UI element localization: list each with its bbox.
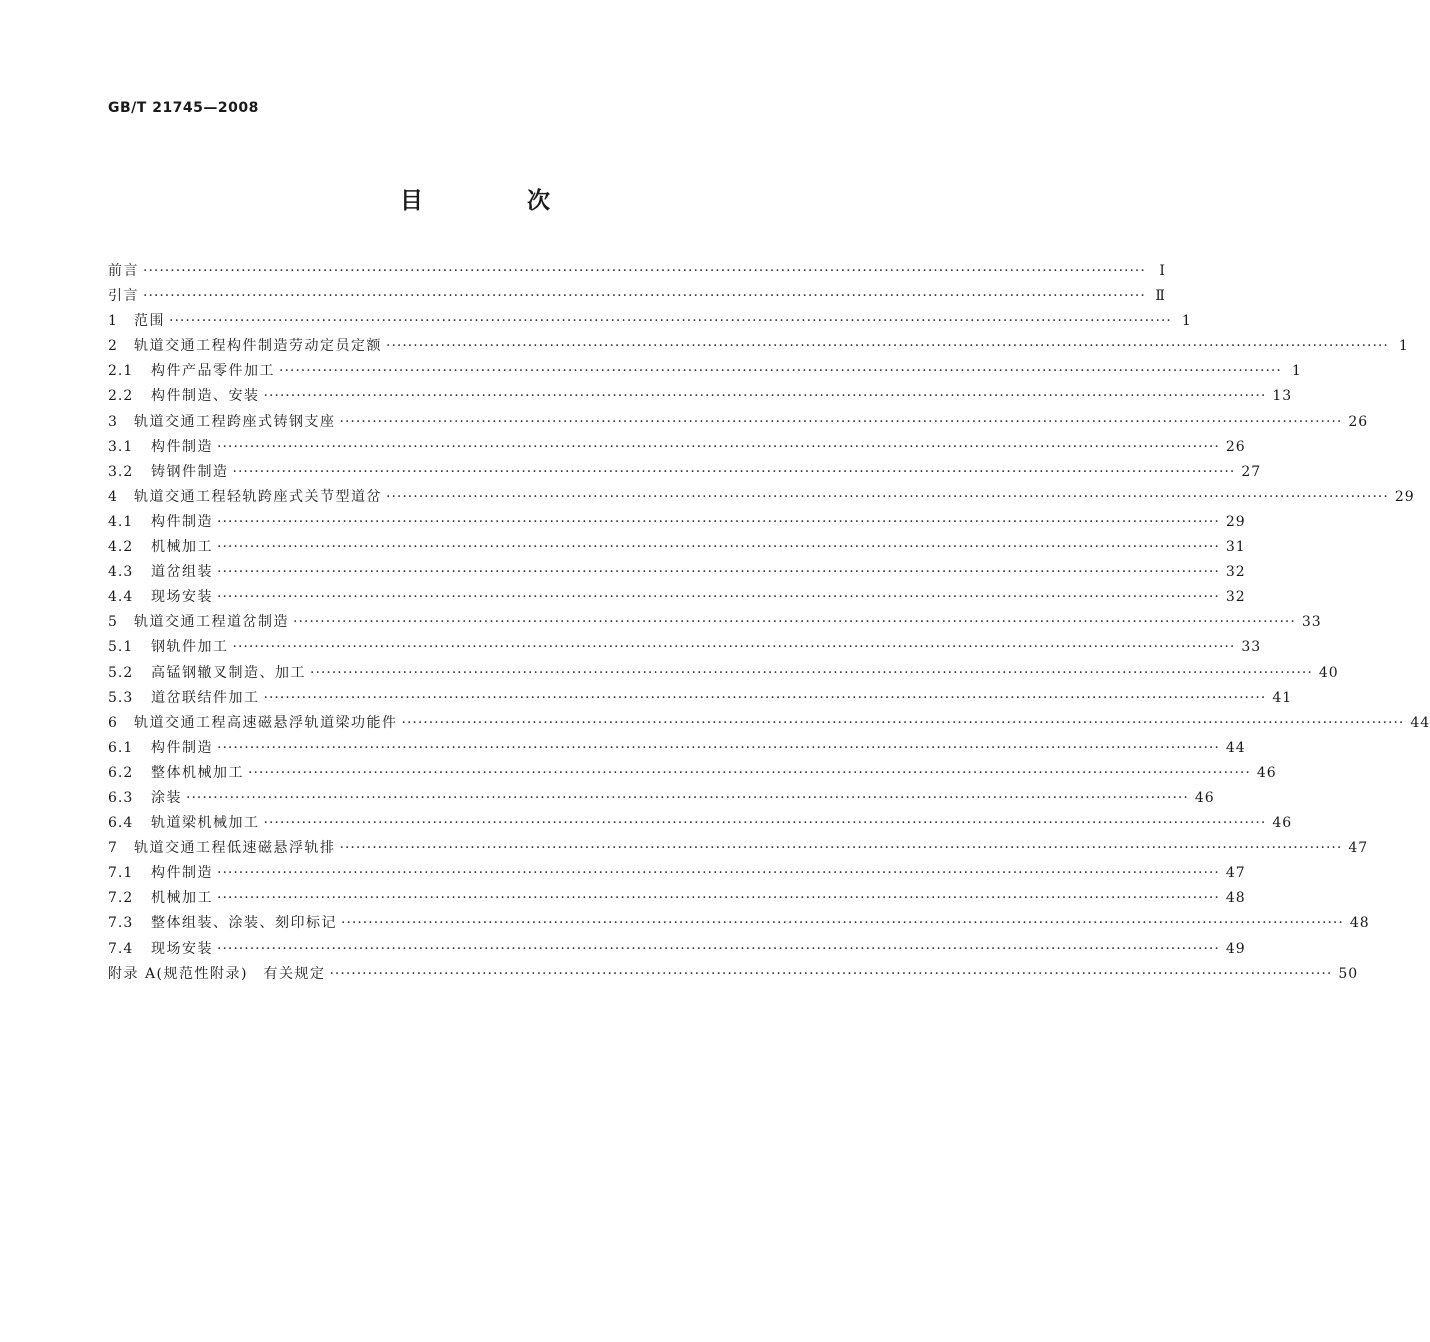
toc-entry-number: 6.3 (108, 789, 134, 806)
toc-entry-title: 构件制造 (151, 438, 213, 455)
toc-entry-page-number: 1 (1291, 363, 1302, 380)
toc-entry-title: 轨道交通工程道岔制造 (134, 614, 289, 631)
toc-entry-number: 3.2 (108, 463, 134, 480)
toc-entry-page-number: 1 (1181, 313, 1192, 330)
toc-entry-number: 7 (108, 840, 118, 857)
toc-entry[interactable] (108, 586, 1246, 611)
toc-entry-title: 轨道交通工程低速磁悬浮轨排 (134, 840, 336, 857)
toc-entry[interactable] (108, 687, 1293, 712)
toc-entry[interactable] (108, 737, 1246, 762)
toc-entry-number: 6 (108, 714, 118, 731)
toc-entry-number: 3 (108, 413, 118, 430)
toc-entry-number: 3.1 (108, 438, 134, 455)
toc-entry-number: 7.1 (108, 865, 134, 882)
toc-entry-number: 1 (108, 313, 118, 330)
toc-entry-title: 构件制造 (151, 865, 213, 882)
page-title: 目 次 (399, 188, 598, 214)
toc-entry[interactable] (108, 611, 1322, 636)
toc-entry[interactable] (108, 411, 1369, 436)
toc-leader-dots (248, 765, 1251, 781)
toc-entry-number: 4.1 (108, 513, 134, 530)
toc-leader-dots (217, 439, 1220, 455)
toc-leader-dots (217, 865, 1220, 881)
toc-leader-dots (386, 338, 1389, 354)
toc-entry-number: 7.2 (108, 890, 134, 907)
toc-entry[interactable] (108, 963, 1359, 988)
toc-entry-title: 机械加工 (151, 890, 213, 907)
toc-entry-title: 轨道梁机械加工 (151, 815, 260, 832)
toc-entry-title: 轨道交通工程跨座式铸钢支座 (134, 413, 336, 430)
toc-entry-number: 5.2 (108, 664, 134, 681)
toc-entry[interactable] (108, 712, 1430, 737)
toc-entry-title: 构件制造、安装 (151, 388, 260, 405)
toc-entry[interactable] (108, 360, 1302, 385)
toc-entry[interactable] (108, 511, 1246, 536)
toc-entry-title: 轨道交通工程高速磁悬浮轨道梁功能件 (134, 714, 398, 731)
toc-entry-page-number: 50 (1338, 965, 1359, 982)
toc-entry-title: 机械加工 (151, 539, 213, 556)
toc-entry-number: 2 (108, 338, 118, 355)
toc-entry-title: 范围 (134, 313, 165, 330)
toc-entry-title: 附录 A(规范性附录) 有关规定 (108, 965, 326, 982)
toc-leader-dots (143, 263, 1146, 279)
toc-entry-number: 4.2 (108, 539, 134, 556)
toc-entry-title: 现场安装 (151, 940, 213, 957)
toc-leader-dots (217, 514, 1220, 530)
toc-entry-page-number: 33 (1241, 639, 1262, 656)
toc-entry[interactable] (108, 436, 1246, 461)
toc-entry[interactable] (108, 536, 1246, 561)
toc-entry-page-number: 46 (1194, 789, 1215, 806)
toc-entry[interactable] (108, 938, 1246, 963)
toc-entry-page-number: 46 (1256, 764, 1277, 781)
toc-entry[interactable] (108, 887, 1246, 912)
toc-entry-page-number: 1 (1398, 338, 1409, 355)
toc-entry-number: 5.1 (108, 639, 134, 656)
toc-leader-dots (310, 665, 1313, 681)
document-code: GB/T 21745—2008 (108, 100, 259, 116)
toc-entry-page-number: 47 (1225, 865, 1246, 882)
toc-entry-title: 轨道交通工程构件制造劳动定员定额 (134, 338, 382, 355)
toc-leader-dots (341, 915, 1344, 931)
toc-entry[interactable] (108, 385, 1293, 410)
toc-leader-dots (217, 740, 1220, 756)
toc-leader-dots (264, 388, 1267, 404)
toc-entry[interactable] (108, 310, 1192, 335)
toc-entry-title: 构件制造 (151, 513, 213, 530)
toc-entry-number: 6.1 (108, 739, 134, 756)
toc-entry-page-number: 44 (1225, 739, 1246, 756)
toc-leader-dots (217, 890, 1220, 906)
toc-entry[interactable] (108, 837, 1369, 862)
toc-entry-title: 构件产品零件加工 (151, 363, 275, 380)
toc-entry-title: 高锰钢辙叉制造、加工 (151, 664, 306, 681)
toc-entry-page-number: 33 (1301, 614, 1322, 631)
toc-entry-title: 现场安装 (151, 589, 213, 606)
toc-entry-page-number: 41 (1272, 689, 1293, 706)
toc-entry-number: 6.2 (108, 764, 134, 781)
toc-entry-page-number: Ⅰ (1159, 263, 1166, 279)
toc-entry-number: 5.3 (108, 689, 134, 706)
toc-leader-dots (217, 589, 1220, 605)
toc-entry[interactable] (108, 662, 1339, 687)
toc-entry-page-number: 32 (1225, 589, 1246, 606)
toc-entry-number: 4.4 (108, 589, 134, 606)
toc-entry-number: 7.3 (108, 915, 134, 932)
toc-entry-page-number: 29 (1394, 488, 1415, 505)
toc-entry-page-number: 49 (1225, 940, 1246, 957)
toc-entry[interactable] (108, 285, 1166, 310)
toc-leader-dots (340, 840, 1343, 856)
toc-leader-dots (143, 288, 1146, 304)
table-of-contents (108, 260, 1430, 988)
toc-entry-number: 7.4 (108, 940, 134, 957)
toc-entry-title: 引言 (108, 288, 139, 305)
toc-entry[interactable] (108, 812, 1293, 837)
toc-entry[interactable] (108, 912, 1370, 937)
toc-entry-page-number: 47 (1348, 840, 1369, 857)
toc-entry[interactable] (108, 461, 1262, 486)
toc-entry-title: 涂装 (151, 789, 182, 806)
toc-entry-page-number: 44 (1410, 714, 1430, 731)
toc-leader-dots (402, 715, 1405, 731)
toc-leader-dots (186, 790, 1189, 806)
toc-entry-number: 2.1 (108, 363, 134, 380)
toc-entry[interactable] (108, 636, 1262, 661)
toc-leader-dots (217, 941, 1220, 957)
toc-entry-page-number: 27 (1241, 463, 1262, 480)
toc-entry-page-number: 32 (1225, 564, 1246, 581)
toc-entry[interactable] (108, 762, 1277, 787)
toc-leader-dots (386, 489, 1389, 505)
toc-entry-page-number: Ⅱ (1155, 288, 1166, 305)
toc-leader-dots (329, 966, 1332, 982)
toc-entry-page-number: 46 (1272, 815, 1293, 832)
toc-entry-title: 整体组装、涂装、刻印标记 (151, 915, 337, 932)
toc-entry[interactable] (108, 486, 1415, 511)
toc-entry-title: 前言 (108, 263, 139, 279)
toc-leader-dots (217, 564, 1220, 580)
toc-entry-title: 钢轨件加工 (151, 639, 229, 656)
toc-leader-dots (233, 639, 1236, 655)
toc-entry-page-number: 26 (1348, 413, 1369, 430)
toc-entry-number: 2.2 (108, 388, 134, 405)
toc-entry-page-number: 40 (1318, 664, 1339, 681)
toc-entry-title: 道岔组装 (151, 564, 213, 581)
toc-entry-number: 4 (108, 488, 118, 505)
toc-entry-page-number: 26 (1225, 438, 1246, 455)
toc-entry-title: 铸钢件制造 (151, 463, 229, 480)
toc-entry-page-number: 48 (1349, 915, 1370, 932)
toc-leader-dots (340, 414, 1343, 430)
toc-entry-title: 构件制造 (151, 739, 213, 756)
toc-entry-page-number: 29 (1225, 513, 1246, 530)
toc-leader-dots (293, 614, 1296, 630)
toc-entry[interactable] (108, 335, 1409, 360)
toc-leader-dots (264, 815, 1267, 831)
toc-entry-number: 4.3 (108, 564, 134, 581)
toc-leader-dots (169, 313, 1172, 329)
toc-entry-number: 6.4 (108, 815, 134, 832)
toc-entry[interactable] (108, 862, 1246, 887)
toc-entry-page-number: 48 (1225, 890, 1246, 907)
toc-leader-dots (264, 690, 1267, 706)
toc-leader-dots (217, 539, 1220, 555)
toc-entry-title: 道岔联结件加工 (151, 689, 260, 706)
toc-entry[interactable] (108, 260, 1166, 285)
toc-entry[interactable] (108, 561, 1246, 586)
toc-leader-dots (233, 464, 1236, 480)
toc-entry[interactable] (108, 787, 1215, 812)
toc-entry-title: 轨道交通工程轻轨跨座式关节型道岔 (134, 488, 382, 505)
toc-entry-page-number: 31 (1225, 539, 1246, 556)
toc-leader-dots (279, 363, 1282, 379)
toc-entry-page-number: 13 (1272, 388, 1293, 405)
toc-entry-title: 整体机械加工 (151, 764, 244, 781)
toc-entry-number: 5 (108, 614, 118, 631)
